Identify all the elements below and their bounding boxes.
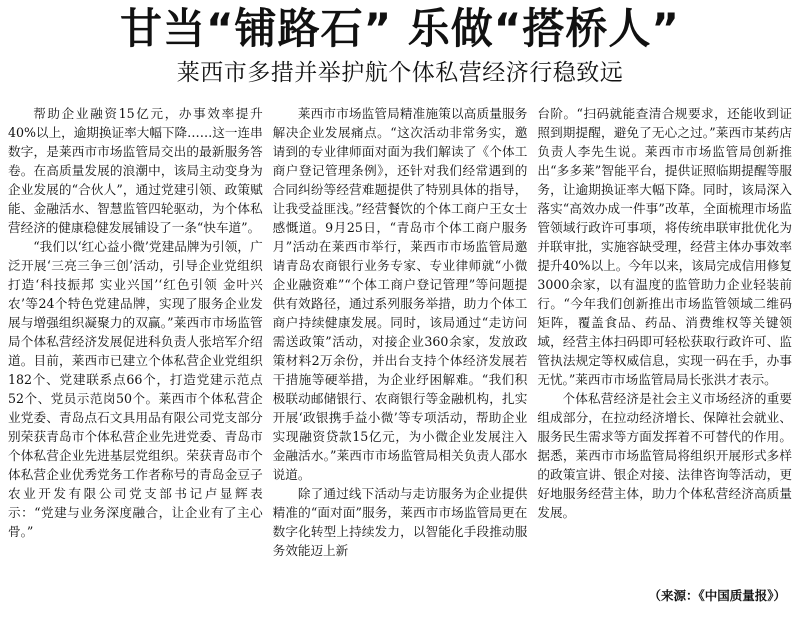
paragraph: 除了通过线下活动与走访服务为企业提供精准的“面对面”服务，莱西市市场监管局更在数字化转型上持续发力，以智能化手段推动服务效能迈上新: [272, 486, 528, 558]
article-body: [8, 104, 792, 590]
subtitle: 莱西市多措并举护航个体私营经济行稳致远: [176, 60, 624, 86]
paragraph: 个体私营经济是社会主义市场经济的重要组成部分，在拉动经济增长、保障社会就业、服务民生需求等方面发挥着不可替代的作用。据悉，莱西市市场监管局将组织开展形式多样的政策宣讲、银企对接、法律咨询等活动，更好地服务经营主体，助力个体私营经济高质量发展。: [537, 391, 793, 520]
paragraph: “我们以‘红心益小微’党建品牌为引领，广泛开展‘三亮三争三创’活动，引导企业党组织打造‘科技振邦 实业兴国’‘红色引领 金叶兴农’等24个特色党建品牌，实现了服务企业发展与增强组织凝聚力的双赢。”莱西市市场监管局个体私营经济发展促进科负责人张培军介绍道。目前，莱西市已建立个体私营企业党组织182个、党建联系点66个，打造党建示范点52个、党员示范岗50个。莱西市个体私营企业党委、青岛点石文具用品有限公司党支部分别荣获青岛市个体私营企业先进党委、青岛市个体私营企业先进基层党组织。荣获青岛市个体私营企业优秀党务工作者称号的青岛金豆子农业开发有限公司党支部书记卢显辉表示：“党建与业务深度融合，让企业有了主心骨。”: [8, 239, 263, 539]
article-column-2: [273, 104, 528, 590]
source-credit: （来源：《中国质量报》）: [648, 588, 786, 603]
paragraph: 莱西市市场监管局精准施策以高质量服务解决企业发展痛点。“这次活动非常务实，邀请到的专业律师面对面为我们解读了《个体工商户登记管理条例》，还针对我们经常遇到的合同纠纷等经营难题提供了特别具体的指导，让我受益匪浅。”经营餐饮的个体工商户王女士感慨道。9月25日，“青岛市个体工商户服务月”活动在莱西市举行，莱西市市场监管局邀请青岛农商银行业务专家、专业律师就“小微企业融资难”“个体工商户登记管理”等问题提供有效路径，通过系列服务举措，助力个体工商户持续健康发展。同时，该局通过“走访问需送政策”活动，对接企业360余家，发放政策材料2万余份，并出台支持个体经济发展若干措施等硬举措，为企业纾困解难。“我们积极联动邮储银行、农商银行等金融机构，扎实开展‘政银携手益小微’等专项活动，帮助企业实现融资贷款15亿元，为小微企业发展注入金融活水。”莱西市市场监管局相关负责人邵水说道。: [272, 106, 528, 482]
article-column-3: [537, 104, 792, 590]
headline: 甘当“铺路石” 乐做“搭桥人”: [119, 4, 681, 53]
paragraph: 台阶。“扫码就能查清合规要求，还能收到证照到期提醒，避免了无心之过。”莱西市某药店负责人李先生说。莱西市市场监管局创新推出“多多莱”智能平台，提供证照临期提醒等服务，让逾期换证率大幅下降。同时，该局深入落实“高效办成一件事”改革，全面梳理市场监管领域行政许可事项，将传统串联审批优化为并联审批，实施容缺受理，经营主体办事效率提升40%以上。今年以来，该局完成信用修复3000余家，以有温度的监管助力企业轻装前行。“今年我们创新推出市场监管领域二维码矩阵，覆盖食品、药品、消费维权等关键领域，经营主体扫码即可轻松获取行政许可、监管执法规定等权威信息，实现一码在手，办事无忧。”莱西市市场监管局局长张洪才表示。: [537, 106, 793, 387]
article-column-1: [8, 104, 263, 590]
paragraph: 帮助企业融资15亿元，办事效率提升40%以上，逾期换证率大幅下降……这一连串数字，是莱西市市场监管局交出的最新服务答卷。在高质量发展的浪潮中，该局主动变身为企业发展的“合伙人”，通过党建引领、政策赋能、金融活水、智慧监管四轮驱动，为个体私营经济的健康稳健发展铺设了一条“快车道”。: [8, 106, 263, 235]
